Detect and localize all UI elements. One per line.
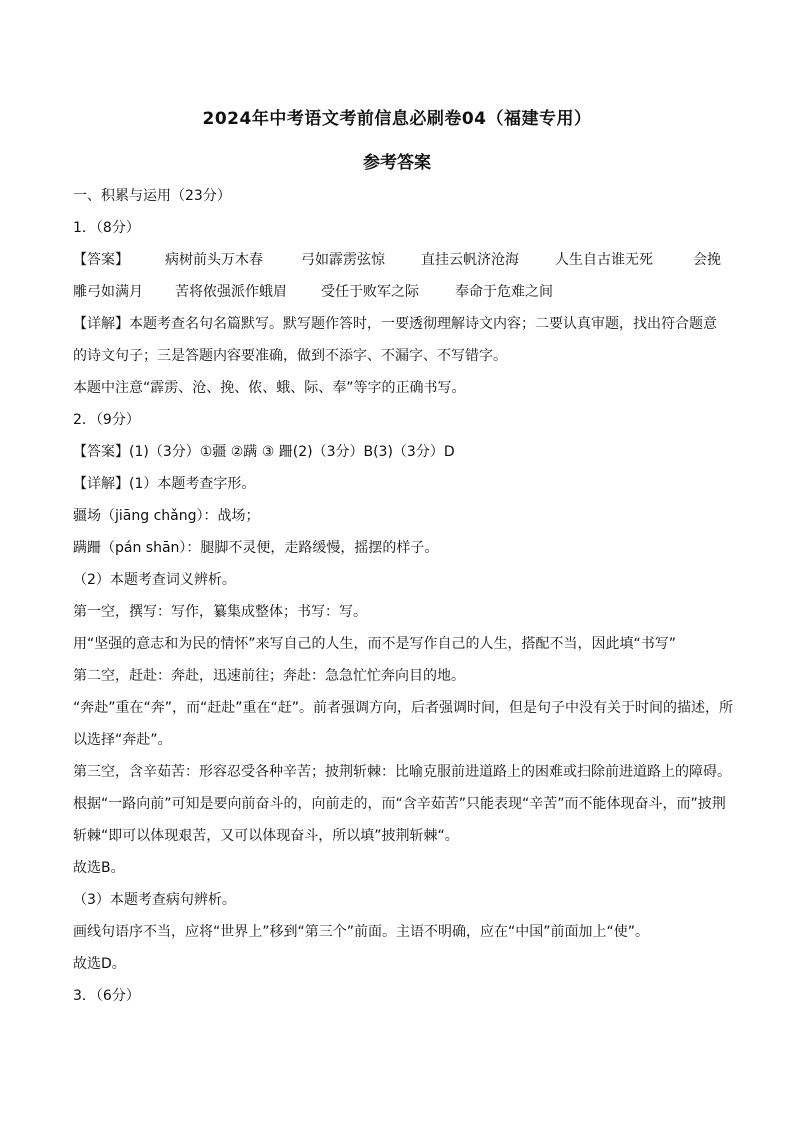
answer-item: 奉命于危难之间 [455,284,553,300]
q2-detail-line: 斩棘“即可以体现艰苦，又可以体现奋斗，所以填”披荆斩棘“。 [73,828,459,844]
q2-detail-line: 第二空，赶赴：奔赴，迅速前往；奔赴：急急忙忙奔向目的地。 [73,668,465,684]
q2-detail-line: 疆场（jiāng chǎng）：战场； [73,508,260,524]
q1-detail-line: 的诗文句子；三是答题内容要准确，做到不添字、不漏字、不写错字。 [73,348,507,364]
q2-detail-line: （3）本题考查病句辨析。 [73,892,236,908]
answer-item: 苦将侬强派作蛾眉 [175,284,287,300]
q2-detail-heading: 【详解】(1）本题考查字形。 [73,476,256,492]
q2-detail-line: 画线句语序不当，应将“世界上”移到“第三个”前面。主语不明确，应在“中国”前面加上“使”。 [73,924,650,940]
q2-detail-line: 故选B。 [73,860,125,876]
q1-detail-line: 本题中注意“霹雳、沧、挽、侬、蛾、际、奉”等字的正确书写。 [73,380,466,396]
q2-detail-line: （2）本题考查词义辨析。 [73,572,236,588]
answer-item: 雕弓如满月 [73,284,143,300]
q2-answer: 【答案】(1)（3分）①疆 ②蹒 ③ 跚(2)（3分）B(3)（3分）D [73,444,455,460]
answer-item: 受任于败军之际 [321,284,419,300]
q2-detail-line: 用“坚强的意志和为民的情怀”来写自己的人生，而不是写作自己的人生，搭配不当，因此填“书写” [73,636,677,652]
q1-detail-line: 【详解】本题考查名句名篇默写。默写题作答时，一要透彻理解诗文内容；二要认真审题，找出符合题意 [73,316,717,332]
q2-detail-line: 第一空，撰写：写作，纂集成整体；书写：写。 [73,604,367,620]
q2-detail-line: 第三空，含辛茹苦：形容忍受各种辛苦；披荆斩棘：比喻克服前进道路上的困难或扫除前进道路上的障碍。 [73,764,731,780]
answer-item: 会挽 [693,252,721,268]
question-1-number: 1．（8分） [73,220,140,236]
answer-item: 人生自古谁无死 [555,252,653,268]
q2-detail-line: 蹒跚（pán shān）：腿脚不灵便，走路缓慢，摇摆的样子。 [73,540,439,556]
document-title: 2024年中考语文考前信息必刷卷04（福建专用） [202,109,592,129]
document-subtitle: 参考答案 [363,153,431,173]
answer-item: 病树前头万木春 [165,252,263,268]
answer-label: 【答案】 [73,252,129,268]
question-2-number: 2．（9分） [73,412,140,428]
question-3-number: 3．（6分） [73,988,140,1004]
q2-detail-line: 以选择“奔赴”。 [73,732,172,748]
q2-detail-line: 根据“一路向前”可知是要向前奋斗的，向前走的，而“含辛茹苦”只能表现“辛苦”而不能体现奋斗，而”披荆 [73,796,726,812]
q2-detail-line: 故选D。 [73,956,126,972]
section-heading: 一、积累与运用（23分） [73,188,231,204]
answer-item: 直挂云帆济沧海 [421,252,519,268]
q2-detail-line: “奔赴”重在“奔”，而“赶赴”重在“赶”。前者强调方向，后者强调时间，但是句子中没有关于时间的描述，所 [73,700,734,716]
answer-item: 弓如霹雳弦惊 [301,252,385,268]
